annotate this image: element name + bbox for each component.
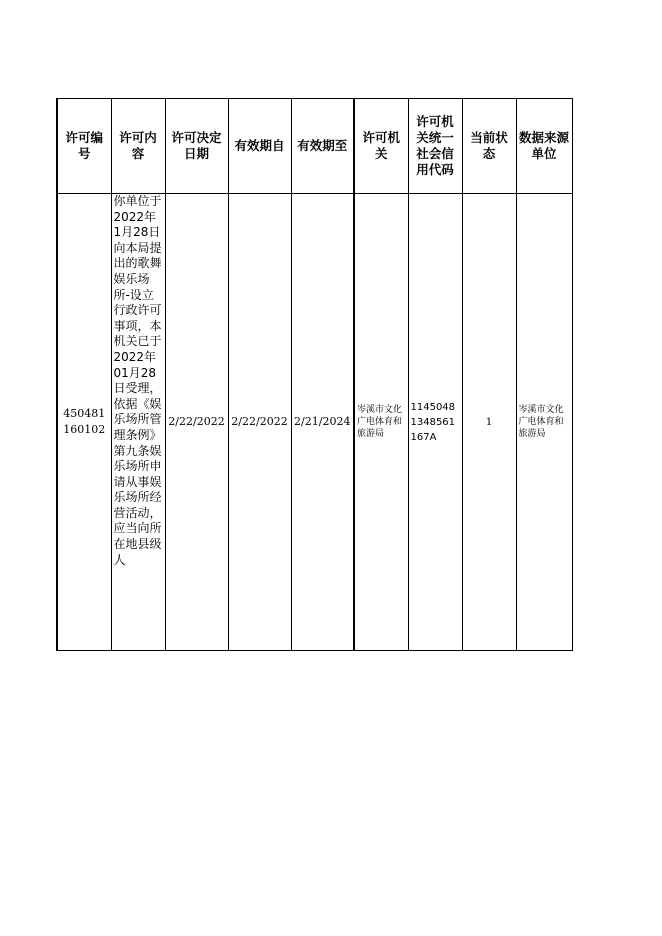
cell-data-source[interactable] <box>516 194 572 651</box>
header-authority-credit-code-label: 许可机关统一社会信用代码 <box>416 114 454 177</box>
authority-value: 岑溪市文化广电体育和旅游局 <box>357 405 403 439</box>
header-permit-no-label: 许可编号 <box>65 130 103 161</box>
cell-permit-content[interactable] <box>111 194 165 651</box>
cell-valid-to[interactable] <box>291 194 354 651</box>
cell-valid-from[interactable] <box>228 194 291 651</box>
valid-to-value: 2/21/2024 <box>294 415 351 428</box>
table-row <box>57 194 572 651</box>
permit-table <box>56 98 573 651</box>
cell-permit-no[interactable] <box>57 194 111 651</box>
header-valid-to <box>291 99 354 194</box>
header-data-source <box>516 99 572 194</box>
header-decision-date <box>165 99 228 194</box>
header-row <box>57 99 572 194</box>
header-permit-content <box>111 99 165 194</box>
status-value: 1 <box>485 416 493 428</box>
authority-credit-code-value: 11450481348561167A <box>410 401 456 443</box>
header-status-label: 当前状态 <box>470 130 508 161</box>
header-valid-from <box>228 99 291 194</box>
header-permit-content-label: 许可内容 <box>119 130 157 161</box>
header-valid-to-label: 有效期至 <box>297 138 348 153</box>
cell-authority-credit-code[interactable] <box>408 194 462 651</box>
permit-no-value: 450481160102 <box>63 407 106 436</box>
decision-date-value: 2/22/2022 <box>168 415 225 428</box>
cell-authority[interactable] <box>354 194 408 651</box>
cell-decision-date[interactable] <box>165 194 228 651</box>
data-source-value: 岑溪市文化广电体育和旅游局 <box>518 405 564 439</box>
header-data-source-label: 数据来源单位 <box>518 130 569 161</box>
permit-content-value: 你单位于2022年1月28日向本局提出的歌舞娱乐场所-设立行政许可事项，本机关已于2022年01月28日受理， 依据《娱乐场所管理条例》第九条娱乐场所申请从事娱乐场所经营活动，应当向所在地县级人 <box>113 194 162 567</box>
valid-from-value: 2/22/2022 <box>231 415 288 428</box>
header-authority-label: 许可机关 <box>362 130 400 161</box>
header-authority-credit-code <box>408 99 462 194</box>
header-authority <box>354 99 408 194</box>
header-decision-date-label: 许可决定日期 <box>171 130 222 161</box>
cell-status[interactable] <box>462 194 516 651</box>
header-valid-from-label: 有效期自 <box>234 138 285 153</box>
header-permit-no <box>57 99 111 194</box>
header-status <box>462 99 516 194</box>
